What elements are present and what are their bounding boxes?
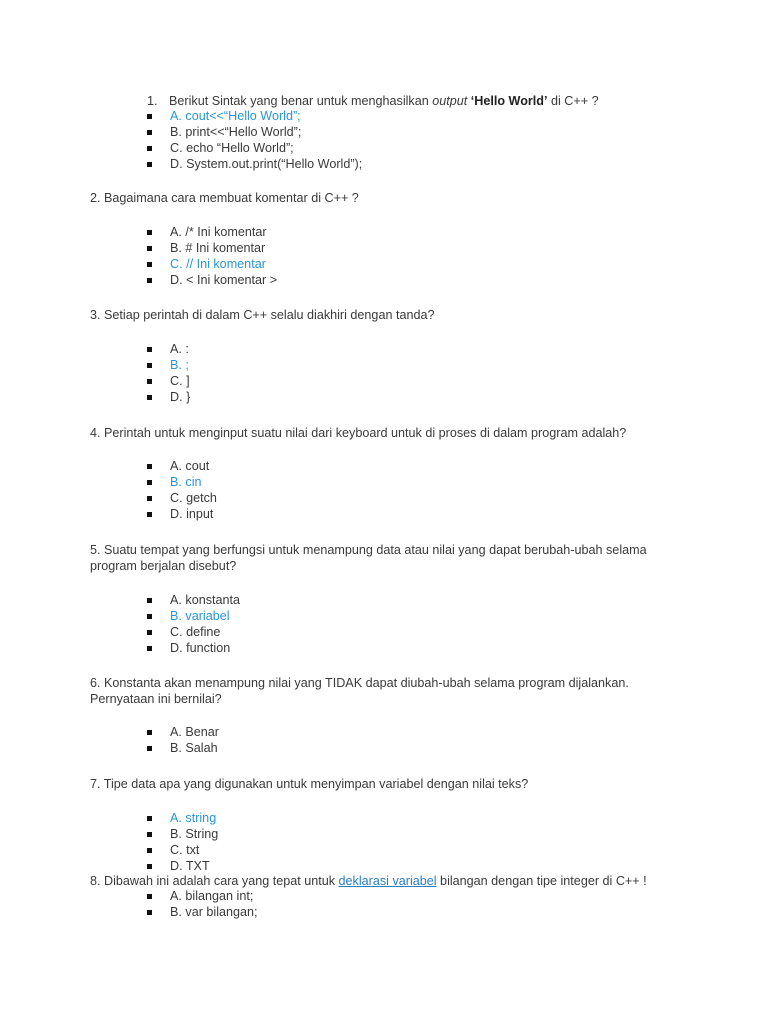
- option-label: A. cout: [170, 459, 210, 473]
- square-bullet-icon: [147, 347, 152, 352]
- option-label: C. define: [170, 624, 221, 639]
- square-bullet-icon: [147, 246, 152, 251]
- option-item: [147, 125, 362, 141]
- option-item: [147, 157, 362, 173]
- option-label: B. print<<“Hello World”;: [170, 124, 302, 139]
- option-item: [147, 491, 217, 507]
- square-bullet-icon: [147, 114, 152, 119]
- deklarasi-variabel-link[interactable]: deklarasi variabel: [338, 874, 437, 888]
- option-label: B. Salah: [170, 740, 218, 755]
- option-label: C. getch: [170, 490, 217, 505]
- option-label: C. ]: [170, 373, 190, 388]
- square-bullet-icon: [147, 910, 152, 915]
- question-6: 6. Konstanta akan menampung nilai yang TIDAK dapat diubah-ubah selama program dijalankan. Pernyataan ini bernilai?: [90, 676, 629, 706]
- option-label: C. echo “Hello World”;: [170, 140, 294, 155]
- option-label: D. < Ini komentar >: [170, 272, 278, 287]
- option-item: [147, 609, 240, 625]
- square-bullet-icon: [147, 832, 152, 837]
- square-bullet-icon: [147, 395, 152, 400]
- option-item: [147, 843, 218, 859]
- question-2-options: [147, 225, 277, 289]
- option-item: [147, 358, 190, 374]
- option-item: [147, 459, 217, 475]
- question-1-italic: output: [432, 94, 468, 108]
- option-item: [147, 827, 218, 843]
- option-label: A. bilangan int;: [170, 889, 254, 903]
- option-item: [147, 507, 217, 523]
- option-item: [147, 625, 240, 641]
- square-bullet-icon: [147, 496, 152, 501]
- option-item: [147, 241, 277, 257]
- option-label: D. TXT: [170, 858, 210, 873]
- question-7-options: [147, 811, 218, 875]
- option-item: [147, 273, 277, 289]
- square-bullet-icon: [147, 512, 152, 517]
- option-label: D. input: [170, 506, 214, 521]
- question-1-number: 1.: [147, 94, 158, 108]
- option-label: A. :: [170, 342, 189, 356]
- option-item: [147, 641, 240, 657]
- square-bullet-icon: [147, 278, 152, 283]
- square-bullet-icon: [147, 730, 152, 735]
- square-bullet-icon: [147, 646, 152, 651]
- question-8-options: [147, 889, 258, 921]
- question-1-options: [147, 109, 362, 173]
- option-label: D. }: [170, 389, 191, 404]
- option-item: [147, 225, 277, 241]
- option-item: [147, 141, 362, 157]
- question-3: 3. Setiap perintah di dalam C++ selalu diakhiri dengan tanda?: [90, 308, 435, 322]
- option-label: D. System.out.print(“Hello World”);: [170, 156, 363, 171]
- square-bullet-icon: [147, 363, 152, 368]
- option-label: A. konstanta: [170, 593, 241, 607]
- question-1: [147, 93, 599, 109]
- question-5-options: [147, 593, 240, 657]
- option-label: B. var bilangan;: [170, 904, 258, 919]
- question-5: 5. Suatu tempat yang berfungsi untuk menampung data atau nilai yang dapat berubah-ubah selama program berjalan disebut?: [90, 543, 647, 573]
- square-bullet-icon: [147, 162, 152, 167]
- option-item: [147, 725, 219, 741]
- question-1-text: [169, 94, 599, 108]
- question-3-options: [147, 342, 190, 406]
- option-item: [147, 811, 218, 827]
- square-bullet-icon: [147, 464, 152, 469]
- square-bullet-icon: [147, 230, 152, 235]
- square-bullet-icon: [147, 598, 152, 603]
- question-2: 2. Bagaimana cara membuat komentar di C++ ?: [90, 191, 359, 205]
- question-8: [90, 873, 690, 889]
- question-7: 7. Tipe data apa yang digunakan untuk menyimpan variabel dengan nilai teks?: [90, 777, 529, 791]
- option-label: A. /* Ini komentar: [170, 225, 267, 239]
- option-label: C. txt: [170, 842, 200, 857]
- square-bullet-icon: [147, 146, 152, 151]
- option-label: B. ;: [170, 357, 189, 372]
- option-item: [147, 109, 362, 125]
- square-bullet-icon: [147, 746, 152, 751]
- option-label: B. variabel: [170, 608, 230, 623]
- question-8-text-before: 8. Dibawah ini adalah cara yang tepat untuk: [90, 874, 339, 888]
- option-label: B. String: [170, 826, 219, 841]
- option-item: [147, 374, 190, 390]
- option-label: B. # Ini komentar: [170, 240, 266, 255]
- square-bullet-icon: [147, 379, 152, 384]
- square-bullet-icon: [147, 894, 152, 899]
- option-label: A. Benar: [170, 725, 220, 739]
- option-item: [147, 475, 217, 491]
- question-8-text-after: bilangan dengan tipe integer di C++ !: [436, 874, 647, 888]
- option-item: [147, 905, 258, 921]
- option-label: B. cin: [170, 474, 202, 489]
- option-item: [147, 889, 258, 905]
- square-bullet-icon: [147, 816, 152, 821]
- option-label: A. string: [170, 811, 217, 825]
- option-label: D. function: [170, 640, 231, 655]
- square-bullet-icon: [147, 630, 152, 635]
- option-item: [147, 257, 277, 273]
- option-item: [147, 741, 219, 757]
- square-bullet-icon: [147, 614, 152, 619]
- option-label: C. // Ini komentar: [170, 256, 266, 271]
- square-bullet-icon: [147, 864, 152, 869]
- square-bullet-icon: [147, 480, 152, 485]
- question-1-bold: ‘Hello World’: [470, 94, 548, 108]
- square-bullet-icon: [147, 848, 152, 853]
- option-label: A. cout<<“Hello World”;: [170, 109, 301, 123]
- question-1-text-before: Berikut Sintak yang benar untuk menghasilkan: [169, 94, 433, 108]
- option-item: [147, 342, 190, 358]
- option-item: [147, 390, 190, 406]
- question-6-options: [147, 725, 219, 757]
- question-4: 4. Perintah untuk menginput suatu nilai dari keyboard untuk di proses di dalam program adalah?: [90, 426, 627, 440]
- option-item: [147, 593, 240, 609]
- square-bullet-icon: [147, 130, 152, 135]
- question-1-text-after: di C++ ?: [547, 94, 599, 108]
- question-4-options: [147, 459, 217, 523]
- square-bullet-icon: [147, 262, 152, 267]
